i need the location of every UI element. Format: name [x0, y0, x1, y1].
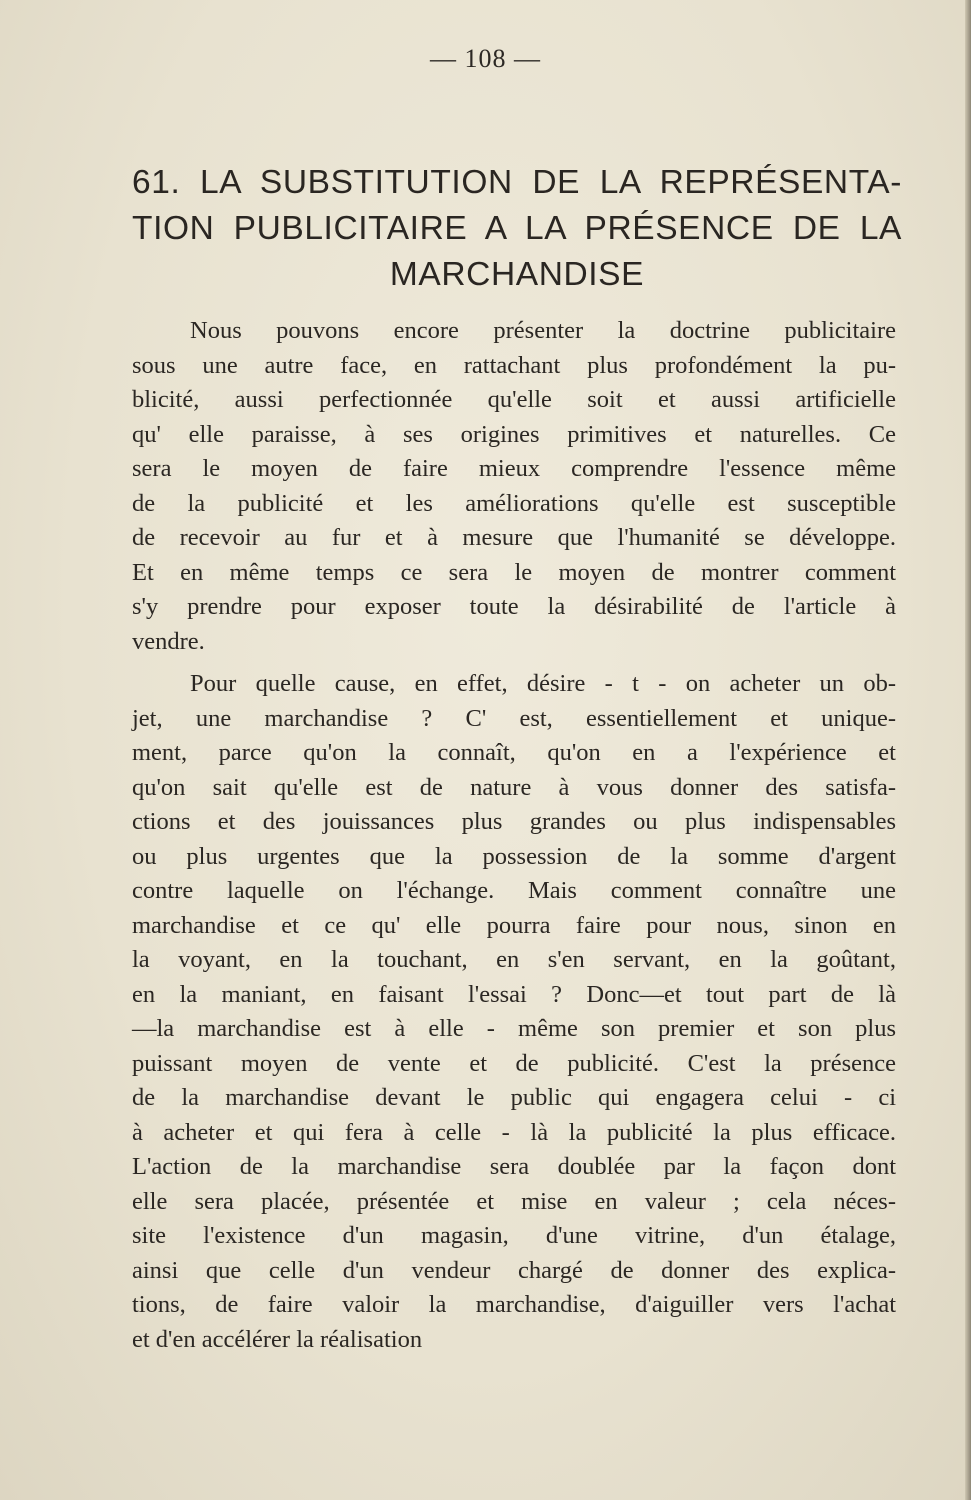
paragraph: [132, 314, 896, 659]
body-text: [132, 314, 896, 1357]
text-line: la voyant, en la touchant, en s'en servant, en la goûtant,: [132, 946, 896, 973]
heading-line: TION PUBLICITAIRE A LA PRÉSENCE DE LA: [132, 210, 902, 247]
text-line: ainsi que celle d'un vendeur chargé de donner des explica-: [132, 1256, 896, 1284]
text-line: Nous pouvons encore présenter la doctrine publicitaire: [190, 317, 896, 344]
text-line: de la marchandise devant le public qui engagera celui - ci: [132, 1084, 896, 1111]
text-line: Et en même temps ce sera le moyen de montrer comment: [132, 558, 896, 586]
text-line: ctions et des jouissances plus grandes ou plus indispensables: [132, 808, 896, 835]
text-line: en la maniant, en faisant l'essai ? Donc—et tout part de là: [132, 980, 896, 1008]
text-line: tions, de faire valoir la marchandise, d'aiguiller vers l'achat: [132, 1291, 896, 1318]
text-line: ou plus urgentes que la possession de la somme d'argent: [132, 842, 896, 870]
text-line: et d'en accélérer la réalisation: [132, 1325, 423, 1353]
text-line: marchandise et ce qu' elle pourra faire pour nous, sinon en: [132, 911, 896, 939]
paragraph: [132, 667, 896, 1357]
text-line: blicité, aussi perfectionnée qu'elle soit et aussi artificielle: [132, 386, 896, 413]
text-line: de la publicité et les améliorations qu'elle est susceptible: [132, 489, 896, 517]
text-line: qu' elle paraisse, à ses origines primitives et naturelles. Ce: [132, 420, 896, 448]
text-line: elle sera placée, présentée et mise en valeur ; cela néces-: [132, 1187, 896, 1215]
page-number: — 108 —: [430, 44, 541, 73]
text-line: L'action de la marchandise sera doublée par la façon dont: [132, 1153, 896, 1180]
text-line: vendre.: [132, 627, 205, 655]
text-line: de recevoir au fur et à mesure que l'humanité se développe.: [132, 524, 896, 551]
text-line: contre laquelle on l'échange. Mais comment connaître une: [132, 877, 896, 904]
text-line: site l'existence d'un magasin, d'une vitrine, d'un étalage,: [132, 1222, 896, 1249]
text-line: qu'on sait qu'elle est de nature à vous donner des satisfa-: [132, 773, 896, 801]
heading-line: MARCHANDISE: [389, 256, 645, 293]
text-line: ment, parce qu'on la connaît, qu'on en a l'expérience et: [132, 739, 896, 766]
text-line: jet, une marchandise ? C' est, essentiellement et unique-: [132, 704, 896, 732]
text-line: —la marchandise est à elle - même son premier et son plus: [132, 1015, 896, 1042]
section-heading: [132, 160, 902, 298]
text-line: à acheter et qui fera à celle - là la publicité la plus efficace.: [132, 1118, 896, 1146]
text-line: s'y prendre pour exposer toute la désirabilité de l'article à: [132, 593, 896, 620]
text-line: Pour quelle cause, en effet, désire - t - on acheter un ob-: [190, 670, 896, 697]
heading-line: 61. LA SUBSTITUTION DE LA REPRÉSENTA-: [132, 164, 902, 201]
text-line: puissant moyen de vente et de publicité. C'est la présence: [132, 1049, 896, 1077]
text-line: sous une autre face, en rattachant plus profondément la pu-: [132, 351, 896, 379]
page-edge: [965, 0, 971, 1500]
text-line: sera le moyen de faire mieux comprendre l'essence même: [132, 455, 896, 482]
